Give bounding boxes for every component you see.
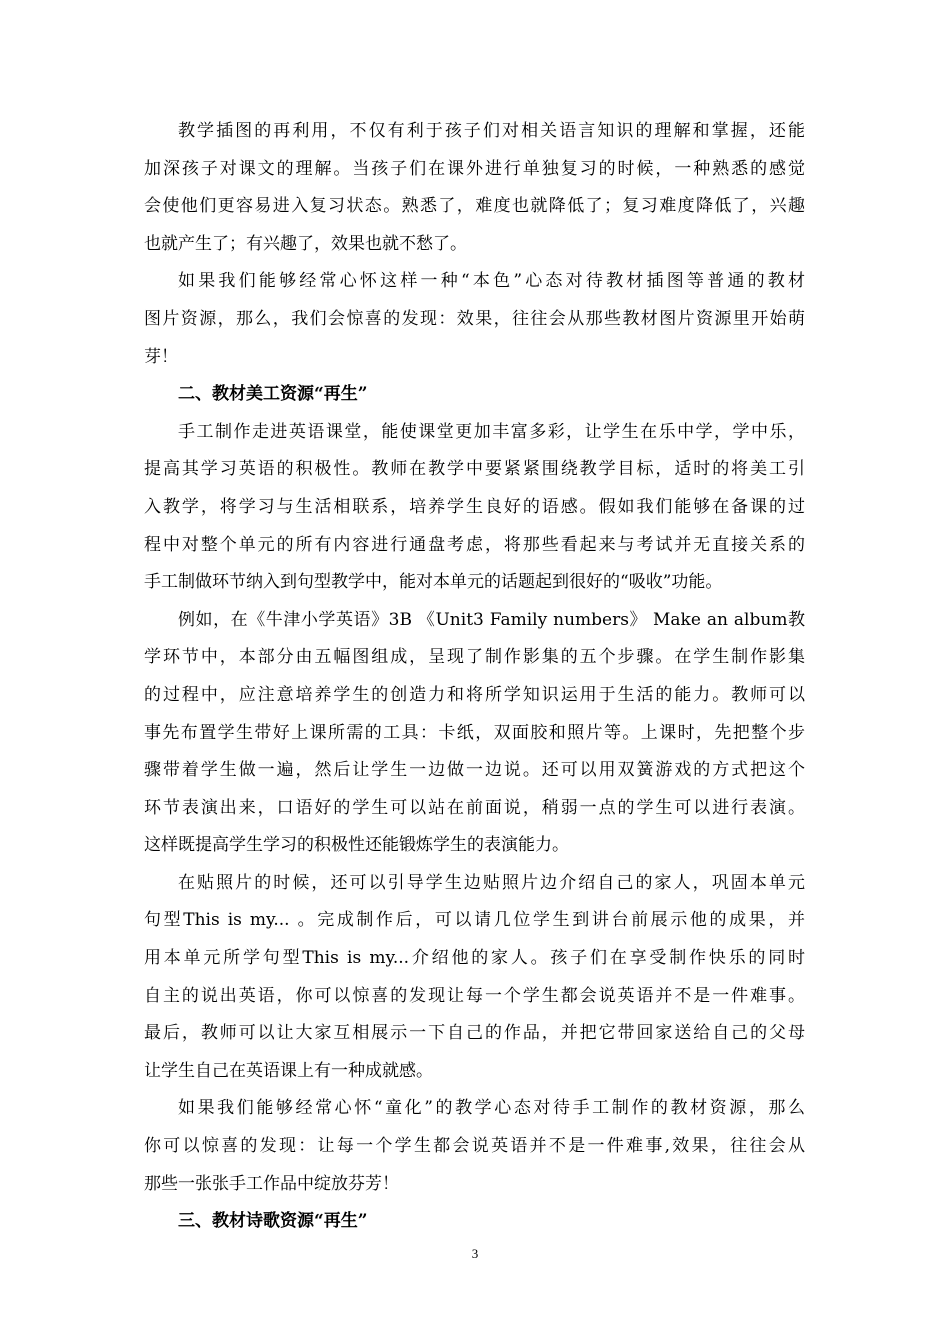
text-line: 这样既提高学生学习的积极性还能锻炼学生的表演能力。 xyxy=(144,835,569,856)
text-line: 学环节中，本部分由五幅图组成，呈现了制作影集的五个步骤。在学生制作影集 xyxy=(144,647,805,668)
document-body xyxy=(144,113,805,1241)
text-line: 图片资源，那么，我们会惊喜的发现：效果，往往会从那些教材图片资源里开始萌 xyxy=(144,308,805,329)
text-line: 教学插图的再利用，不仅有利于孩子们对相关语言知识的理解和掌握，还能 xyxy=(178,121,805,141)
text-line: 手工制作走进英语课堂，能使课堂更加丰富多彩，让学生在乐中学，学中乐， xyxy=(178,421,805,442)
text-line: 加深孩子对课文的理解。当孩子们在课外进行单独复习的时候，一种熟悉的感觉 xyxy=(144,158,805,179)
section-heading: 二、教材美工资源“再生” xyxy=(178,384,368,405)
text-line: 最后，教师可以让大家互相展示一下自己的作品，并把它带回家送给自己的父母 xyxy=(144,1023,805,1044)
text-line: 自主的说出英语，你可以惊喜的发现让每一个学生都会说英语并不是一件难事。 xyxy=(144,985,805,1006)
text-line: 的过程中，应注意培养学生的创造力和将所学知识运用于生活的能力。教师可以 xyxy=(144,684,805,705)
text-line: 环节表演出来，口语好的学生可以站在前面说，稍弱一点的学生可以进行表演。 xyxy=(144,797,805,818)
text-line: 你可以惊喜的发现：让每一个学生都会说英语并不是一件难事,效果，往往会从 xyxy=(144,1136,805,1157)
text-line: 程中对整个单元的所有内容进行通盘考虑，将那些看起来与考试并无直接关系的 xyxy=(144,534,805,555)
page-number: 3 xyxy=(471,1246,479,1261)
text-line: 在贴照片的时候，还可以引导学生边贴照片边介绍自己的家人，巩固本单元 xyxy=(178,872,805,893)
text-line: 如果我们能够经常心怀这样一种“本色”心态对待教材插图等普通的教材 xyxy=(178,271,805,292)
text-line: 入教学，将学习与生活相联系，培养学生良好的语感。假如我们能够在备课的过 xyxy=(144,496,805,517)
text-line: 芽！ xyxy=(144,346,178,367)
text-line: 会使他们更容易进入复习状态。熟悉了，难度也就降低了；复习难度降低了，兴趣 xyxy=(144,196,805,217)
section-heading: 三、教材诗歌资源“再生” xyxy=(178,1211,368,1232)
text-line: 让学生自己在英语课上有一种成就感。 xyxy=(144,1060,433,1081)
text-line: 例如，在《牛津小学英语》3B 《Unit3 Family numbers》 Make an album教 xyxy=(178,609,805,630)
text-line: 骤带着学生做一遍，然后让学生一边做一边说。还可以用双簧游戏的方式把这个 xyxy=(144,760,805,781)
text-line: 那些一张张手工作品中绽放芬芳！ xyxy=(144,1173,399,1194)
text-line: 句型This is my... 。完成制作后，可以请几位学生到讲台前展示他的成果，并 xyxy=(144,910,805,931)
text-line: 也就产生了；有兴趣了，效果也就不愁了。 xyxy=(144,233,467,254)
text-line: 事先布置学生带好上课所需的工具：卡纸，双面胶和照片等。上课时，先把整个步 xyxy=(144,722,805,743)
text-line: 提高其学习英语的积极性。教师在教学中要紧紧围绕教学目标，适时的将美工引 xyxy=(144,459,805,480)
text-line: 如果我们能够经常心怀“童化”的教学心态对待手工制作的教材资源，那么 xyxy=(178,1098,805,1119)
text-line: 用本单元所学句型This is my...介绍他的家人。孩子们在享受制作快乐的同时 xyxy=(144,948,805,969)
text-line: 手工制做环节纳入到句型教学中，能对本单元的话题起到很好的“吸收”功能。 xyxy=(144,572,723,593)
